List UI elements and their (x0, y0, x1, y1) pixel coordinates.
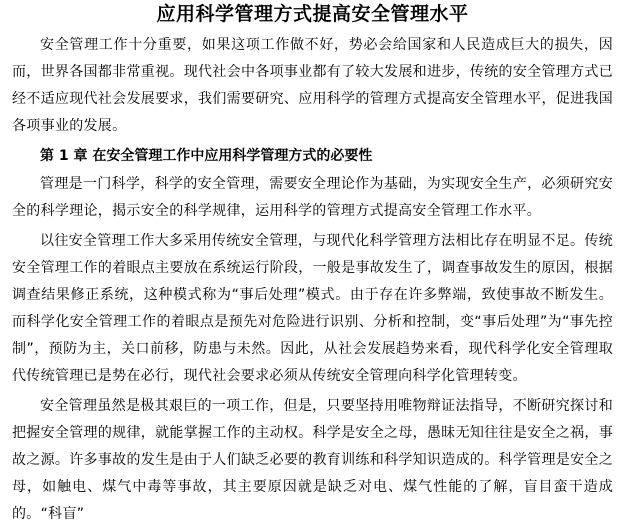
document-title: 应用科学管理方式提高安全管理水平 (156, 3, 469, 25)
chapter-heading: 第 1 章 在安全管理工作中应用科学管理方式的必要性 (40, 148, 373, 164)
intro-paragraph: 安全管理工作十分重要，如果这项工作做不好，势必会给国家和人民造成巨大的损失，因而，世界各国都非常重视。现代社会中各项事业都有了较大发展和进步，传统的安全管理方式已经不适应现代社会发展要求，我们需要研究、应用科学的管理方式提高安全管理水平，促进我国各项事业的发展。 (12, 37, 613, 134)
chapter-paragraph-1: 管理是一门科学，科学的安全管理，需要安全理论作为基础，为实现安全生产，必须研究安全的科学理论，揭示安全的科学规律，运用科学的管理方式提高安全管理工作水平。 (12, 176, 613, 219)
chapter-paragraph-2: 以往安全管理工作大多采用传统安全管理，与现代化科学管理方法相比存在明显不足。传统安全管理工作的着眼点主要放在系统运行阶段，一般是事故发生了，调查事故发生的原因，根据调查结果修正系统，这种模式称为“事后处理”模式。由于存在许多弊端，致使事故不断发生。而科学化安全管理工作的着眼点是预先对危险进行识别、分析和控制，变“事后处理”为“事先控制”，预防为主，关口前移，防患与未然。因此，从社会发展趋势来看，现代科学化安全管理取代传统管理已是势在必行，现代社会要求必须从传统安全管理向科学化管理转变。 (12, 233, 613, 384)
chapter-paragraph-3: 安全管理虽然是极其艰巨的一项工作，但是，只要坚持用唯物辩证法指导，不断研究探讨和把握安全管理的规律，就能掌握工作的主动权。科学是安全之母，愚昧无知往往是安全之祸，事故之源。许多事故的发生是由于人们缺乏必要的教育训练和科学知识造成的。科学管理是安全之母，如触电、煤气中毒等事故，其主要原因就是缺乏对电、煤气性能的了解，盲目蛮干造成的。“科盲” (12, 398, 613, 522)
